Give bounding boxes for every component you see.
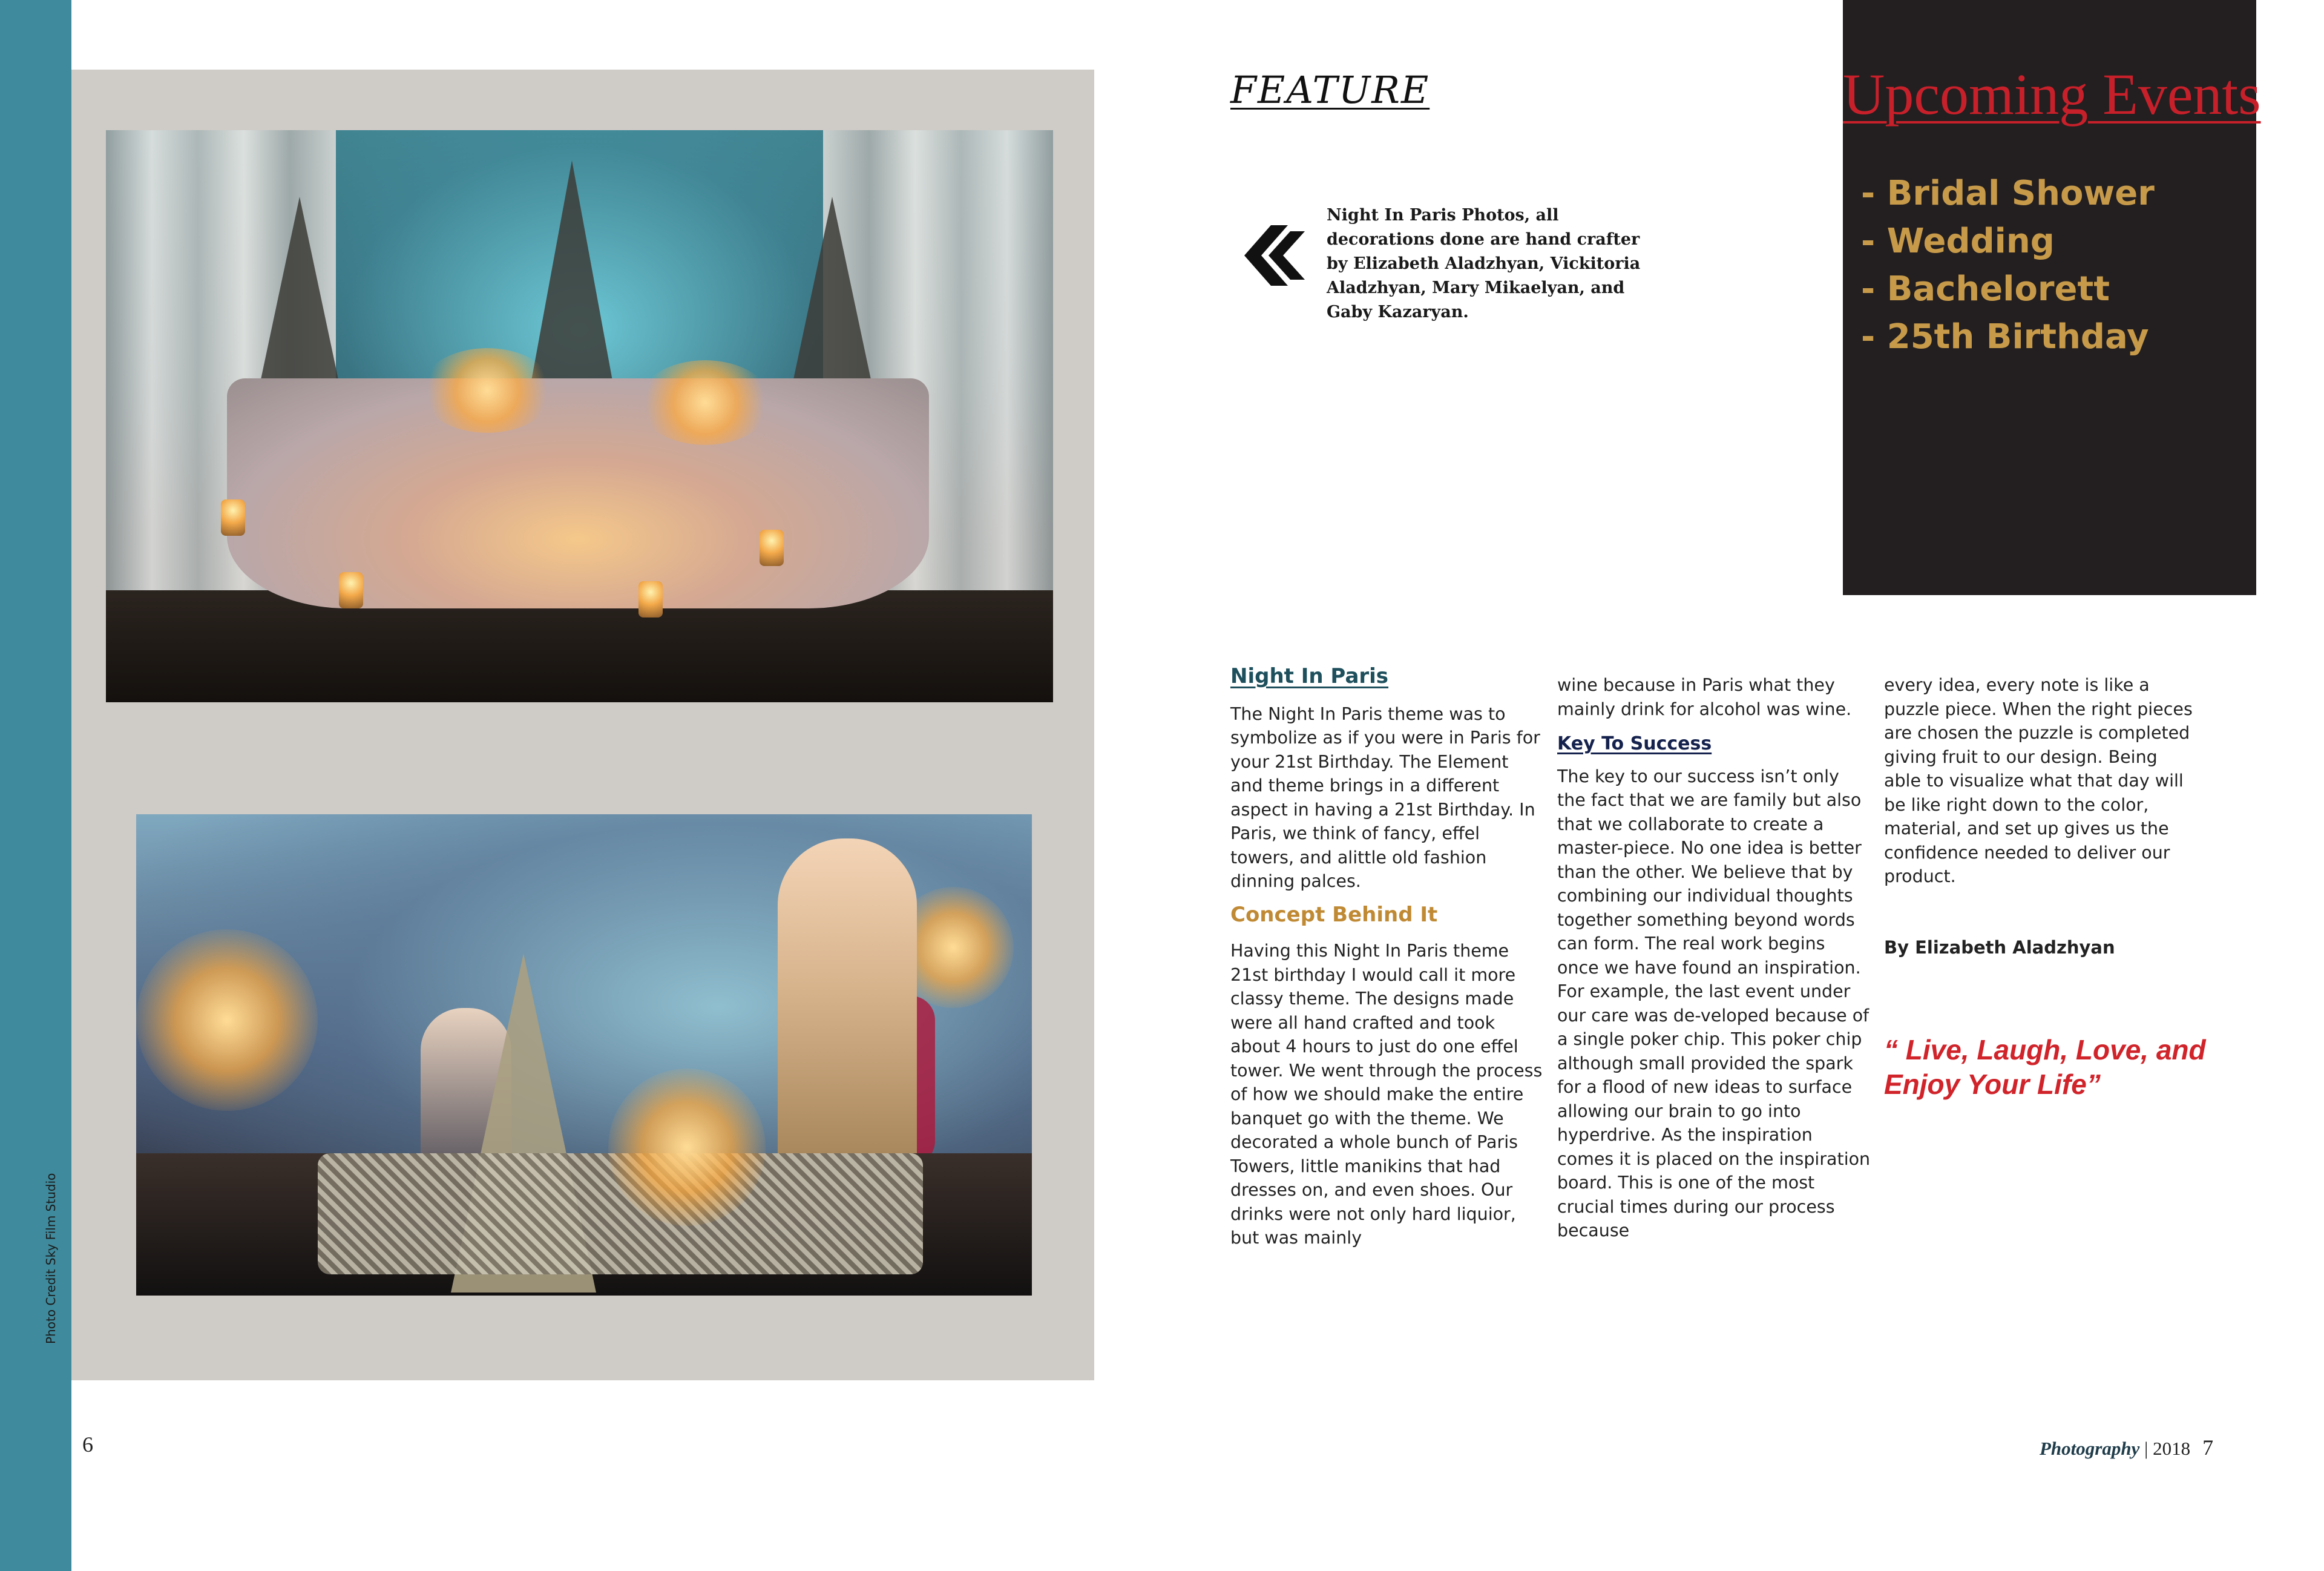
heading-key-to-success: Key To Success [1557, 733, 1712, 754]
candle [221, 499, 245, 536]
paragraph: every idea, every note is like a puzzle piece. When the right pieces are chosen the puzzle is completed giving fruit to our design. Being able to visualize what that day will be like right down to the color, material, and set up gives us the confidence needed to deliver our product. [1884, 675, 2193, 886]
pull-quote: “ Live, Laugh, Love, and Enjoy Your Life” [1884, 1034, 2206, 1100]
candle [638, 581, 663, 618]
page-number-right: 7 [2202, 1435, 2214, 1460]
eiffel-tower-decor [790, 197, 875, 397]
upcoming-events-list [1861, 170, 2155, 361]
upcoming-events-title: Upcoming Events [1843, 62, 2261, 127]
photo-paris-centerpiece [136, 814, 1032, 1296]
photo-credit: Photo Credit Sky Film Studio [44, 1173, 58, 1344]
paragraph: Having this Night In Paris theme 21st birthday I would call it more classy theme. The designs made were all hand crafted and took about 4 hours to just do one effel tower. We went through the process of how we should make the entire banquet go with the theme. We decorated a whole bunch of Paris Towers, little manikins that had dresses on, and even shoes. Our drinks were not only hard liquior, but was mainly [1230, 941, 1543, 1248]
paragraph: The key to our success isn’t only the fact that we are family but also that we collaborate to create a master-piece. No one idea is better than the other. We believe that by combining our individual thoughts together something beyond words can form. The real work begins once we have found an inspiration. For example, the last event under our care was de-veloped because of a single poker chip. This poker chip although small provided the spark for a flood of new ideas to surface allowing our brain to go into hyperdrive. As the inspiration comes it is placed on the inspiration board. This is one of the most crucial times during our process because [1557, 766, 1871, 1240]
article-column-2 [1557, 673, 1872, 1243]
double-chevron-left-icon [1241, 225, 1307, 286]
footer-year: 2018 [2153, 1438, 2191, 1459]
footer-right [2040, 1435, 2213, 1460]
footer-separator: | [2139, 1438, 2153, 1459]
light-glow [421, 348, 554, 433]
draped-table [227, 378, 929, 608]
photo-caption: Night In Paris Photos, all decorations done are hand crafter by Elizabeth Aladzhyan, Vickitoria Aladzhyan, Mary Mikaelyan, and Gaby Kazaryan. [1327, 206, 1641, 321]
article-column-1 [1230, 665, 1545, 1250]
heading-night-in-paris: Night In Paris [1230, 664, 1389, 688]
byline: By Elizabeth Aladzhyan [1884, 937, 2115, 958]
eiffel-tower-decor [530, 160, 614, 390]
light-glow [136, 929, 318, 1111]
magazine-name: Photography [2040, 1438, 2140, 1459]
heading-concept: Concept Behind It [1230, 902, 1438, 927]
section-label: FEATURE [1230, 68, 1430, 112]
photo-paris-dessert-table [106, 130, 1053, 702]
paragraph: The Night In Paris theme was to symbolize as if you were in Paris for your 21st Birthday. The Element and theme brings in a different aspect in having a 21st Birthday. In Paris, we think of fancy, effel towers, and alittle old fashion dinning palces. [1230, 703, 1540, 891]
article-column-3 [1884, 673, 2199, 889]
event-item: - 25th Birthday [1861, 317, 2149, 357]
event-item: - Bachelorett [1861, 269, 2110, 309]
event-item: - Wedding [1861, 222, 2055, 261]
paragraph: wine because in Paris what they mainly drink for alcohol was wine. [1557, 675, 1852, 719]
eiffel-tower-decor [257, 197, 342, 397]
candle [339, 572, 363, 608]
candle [760, 530, 784, 566]
light-glow [608, 1069, 766, 1226]
page-number-left: 6 [82, 1432, 93, 1457]
event-item: - Bridal Shower [1861, 174, 2155, 213]
light-glow [638, 360, 772, 445]
